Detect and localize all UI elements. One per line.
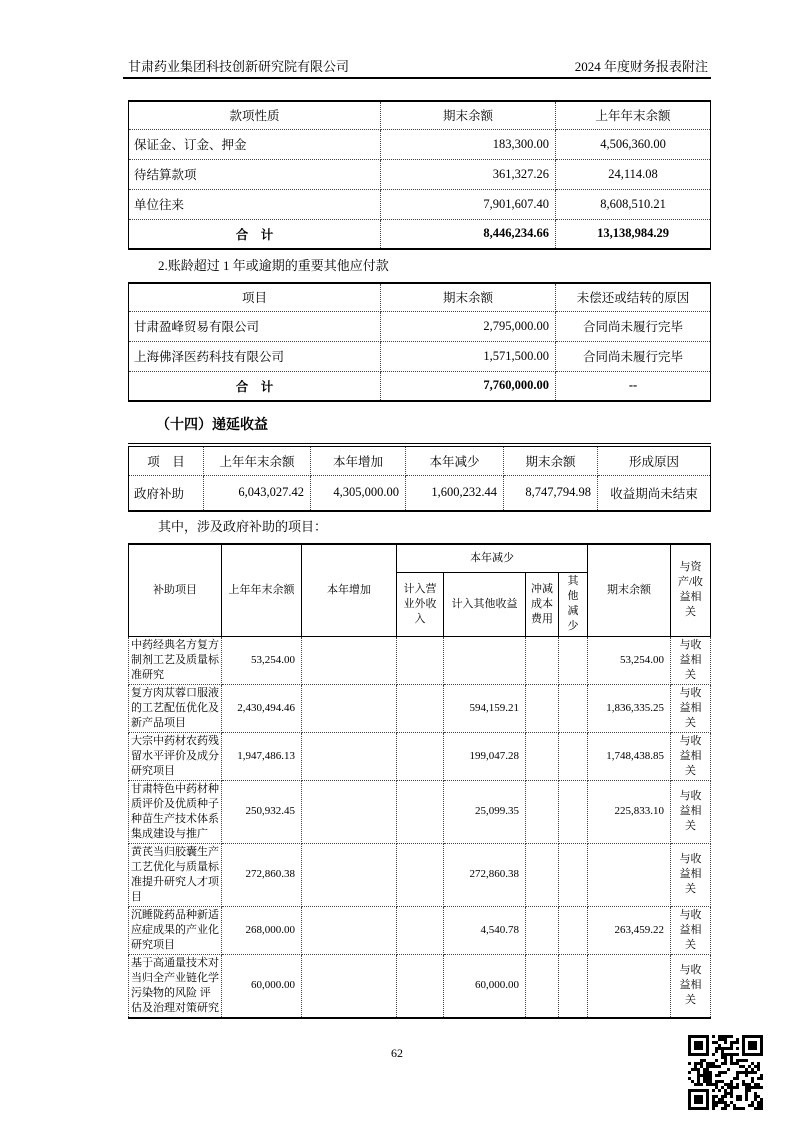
cell-total-prior-year-balance: 13,138,984.29 [556,219,711,249]
qr-code [688,1035,763,1110]
cell-cost-offset [526,906,559,954]
col-header-non-operating-income: 计入营业外收入 [397,572,444,636]
cell-project-name: 复方肉苁蓉口服液的工艺配伍优化及新产品项目 [129,684,222,732]
col-header-ending-balance: 期末余额 [588,544,671,636]
cell-non-operating-income [397,843,444,906]
cell-other-income: 60,000.00 [444,954,526,1018]
cell-non-operating-income [397,954,444,1018]
col-header-unpaid-reason: 未偿还或结转的原因 [556,283,711,311]
cell-item: 上海佛泽医药科技有限公司 [129,341,381,371]
table-row [129,475,711,511]
cell-decrease: 1,600,232.44 [406,475,504,511]
header-company: 甘肃药业集团科技创新研究院有限公司 [128,59,350,74]
table-row [129,341,711,371]
cell-project-name: 沉睡陇药品种新适应症成果的产业化研究项目 [129,906,222,954]
cell-increase [302,732,397,780]
cell-total-label: 合 计 [129,219,381,249]
table-row [129,732,711,780]
payables-nature-table [128,100,711,250]
col-header-formation-reason: 形成原因 [598,445,711,475]
cell-increase [302,636,397,684]
cell-project-name: 黄芪当归胶囊生产工艺优化与质量标准提升研究人才项目 [129,843,222,906]
table-row [129,843,711,906]
col-header-ending-balance: 期末余额 [381,101,556,129]
cell-ending-balance [588,954,671,1018]
cell-cost-offset [526,780,559,843]
cell-other-income: 199,047.28 [444,732,526,780]
table-row [129,906,711,954]
cell-ending-balance: 225,833.10 [588,780,671,843]
cell-project-name: 中药经典名方复方制剂工艺及质量标准研究 [129,636,222,684]
cell-increase: 4,305,000.00 [311,475,406,511]
col-header-item: 项 目 [129,445,204,475]
cell-ending-balance: 1,836,335.25 [588,684,671,732]
col-header-subsidy-project: 补助项目 [129,544,222,636]
table-row [129,636,711,684]
cell-asset-income-related: 与收益相关 [671,780,711,843]
cell-other-income [444,636,526,684]
col-header-decrease-group: 本年减少 [397,544,588,572]
cell-non-operating-income [397,684,444,732]
aged-payables-table [128,282,711,402]
cell-asset-income-related: 与收益相关 [671,954,711,1018]
cell-other-income: 594,159.21 [444,684,526,732]
cell-asset-income-related: 与收益相关 [671,636,711,684]
cell-prior-year-balance: 24,114.08 [556,159,711,189]
cell-increase [302,780,397,843]
cell-prior-year-balance: 60,000.00 [222,954,302,1018]
cell-other-decrease [559,636,588,684]
table-row [129,311,711,341]
page-header [128,56,708,75]
table-header-row [129,544,711,572]
cell-item: 政府补助 [129,475,204,511]
cell-total-label: 合 计 [129,371,381,401]
cell-cost-offset [526,636,559,684]
cell-ending-balance: 1,571,500.00 [381,341,556,371]
cell-project-name: 基于高通量技术对当归全产业链化学污染物的风险 评估及治理对策研究 [129,954,222,1018]
cell-prior-year-balance: 6,043,027.42 [204,475,311,511]
cell-asset-income-related: 与收益相关 [671,843,711,906]
cell-other-decrease [559,780,588,843]
table-header-row [129,445,711,475]
cell-increase [302,954,397,1018]
table-row [129,954,711,1018]
cell-cost-offset [526,732,559,780]
col-header-asset-income-related: 与资产/收益相关 [671,544,711,636]
cell-other-decrease [559,906,588,954]
cell-formation-reason: 收益期尚未结束 [598,475,711,511]
cell-ending-balance [588,843,671,906]
aged-payables-intro: 2.账龄超过 1 年或逾期的重要其他应付款 [158,258,389,273]
cell-payment-nature: 单位往来 [129,189,381,219]
cell-ending-balance: 263,459.22 [588,906,671,954]
table-header-row [129,283,711,311]
table-row [129,780,711,843]
cell-asset-income-related: 与收益相关 [671,906,711,954]
cell-prior-year-balance: 8,608,510.21 [556,189,711,219]
cell-ending-balance: 7,901,607.40 [381,189,556,219]
cell-increase [302,843,397,906]
cell-total-ending-balance: 7,760,000.00 [381,371,556,401]
col-header-cost-offset: 冲减成本费用 [526,572,559,636]
cell-cost-offset [526,954,559,1018]
cell-prior-year-balance: 250,932.45 [222,780,302,843]
cell-prior-year-balance: 272,860.38 [222,843,302,906]
col-header-prior-year-balance: 上年年末余额 [556,101,711,129]
subsidy-note: 其中，涉及政府补助的项目： [158,519,328,534]
cell-increase [302,906,397,954]
cell-other-income: 25,099.35 [444,780,526,843]
page-number: 62 [391,1046,403,1060]
cell-non-operating-income [397,732,444,780]
table-total-row [129,219,711,249]
cell-cost-offset [526,684,559,732]
cell-payment-nature: 保证金、订金、押金 [129,129,381,159]
col-header-ending-balance: 期末余额 [381,283,556,311]
header-rule [123,77,711,79]
table-row [129,129,711,159]
col-header-payment-nature: 款项性质 [129,101,381,129]
cell-prior-year-balance: 4,506,360.00 [556,129,711,159]
table-row [129,159,711,189]
cell-ending-balance: 2,795,000.00 [381,311,556,341]
cell-increase [302,684,397,732]
col-header-prior-year-balance: 上年年末余额 [222,544,302,636]
cell-prior-year-balance: 2,430,494.46 [222,684,302,732]
col-header-item: 项目 [129,283,381,311]
cell-ending-balance: 53,254.00 [588,636,671,684]
cell-ending-balance: 183,300.00 [381,129,556,159]
table-total-row [129,371,711,401]
col-header-prior-year-balance: 上年年末余额 [204,445,311,475]
cell-unpaid-reason: 合同尚未履行完毕 [556,311,711,341]
cell-non-operating-income [397,636,444,684]
cell-prior-year-balance: 268,000.00 [222,906,302,954]
col-header-other-income: 计入其他收益 [444,572,526,636]
cell-prior-year-balance: 53,254.00 [222,636,302,684]
cell-project-name: 大宗中药材农药残留水平评价及成分研究项目 [129,732,222,780]
cell-cost-offset [526,843,559,906]
col-header-increase: 本年增加 [302,544,397,636]
col-header-ending-balance: 期末余额 [504,445,598,475]
section-heading-deferred-income: （十四）递延收益 [156,418,268,433]
deferred-income-table [128,443,711,512]
cell-total-ending-balance: 8,446,234.66 [381,219,556,249]
cell-asset-income-related: 与收益相关 [671,732,711,780]
table-row [129,684,711,732]
cell-prior-year-balance: 1,947,486.13 [222,732,302,780]
cell-unpaid-reason: 合同尚未履行完毕 [556,341,711,371]
cell-asset-income-related: 与收益相关 [671,684,711,732]
cell-payment-nature: 待结算款项 [129,159,381,189]
col-header-other-decrease: 其他减少 [559,572,588,636]
col-header-increase: 本年增加 [311,445,406,475]
table-header-row [129,101,711,129]
cell-non-operating-income [397,906,444,954]
cell-total-reason: -- [556,371,711,401]
cell-other-decrease [559,954,588,1018]
cell-other-decrease [559,843,588,906]
cell-ending-balance: 361,327.26 [381,159,556,189]
cell-ending-balance: 1,748,438.85 [588,732,671,780]
cell-non-operating-income [397,780,444,843]
cell-other-income: 272,860.38 [444,843,526,906]
subsidy-projects-table [128,543,711,1019]
col-header-decrease: 本年减少 [406,445,504,475]
table-row [129,189,711,219]
cell-item: 甘肃盈峰贸易有限公司 [129,311,381,341]
cell-project-name: 甘肃特色中药材种质评价及优质种子种苗生产技术体系集成建设与推广 [129,780,222,843]
cell-other-decrease [559,684,588,732]
cell-ending-balance: 8,747,794.98 [504,475,598,511]
header-doc-title: 2024 年度财务报表附注 [574,59,708,74]
cell-other-decrease [559,732,588,780]
cell-other-income: 4,540.78 [444,906,526,954]
